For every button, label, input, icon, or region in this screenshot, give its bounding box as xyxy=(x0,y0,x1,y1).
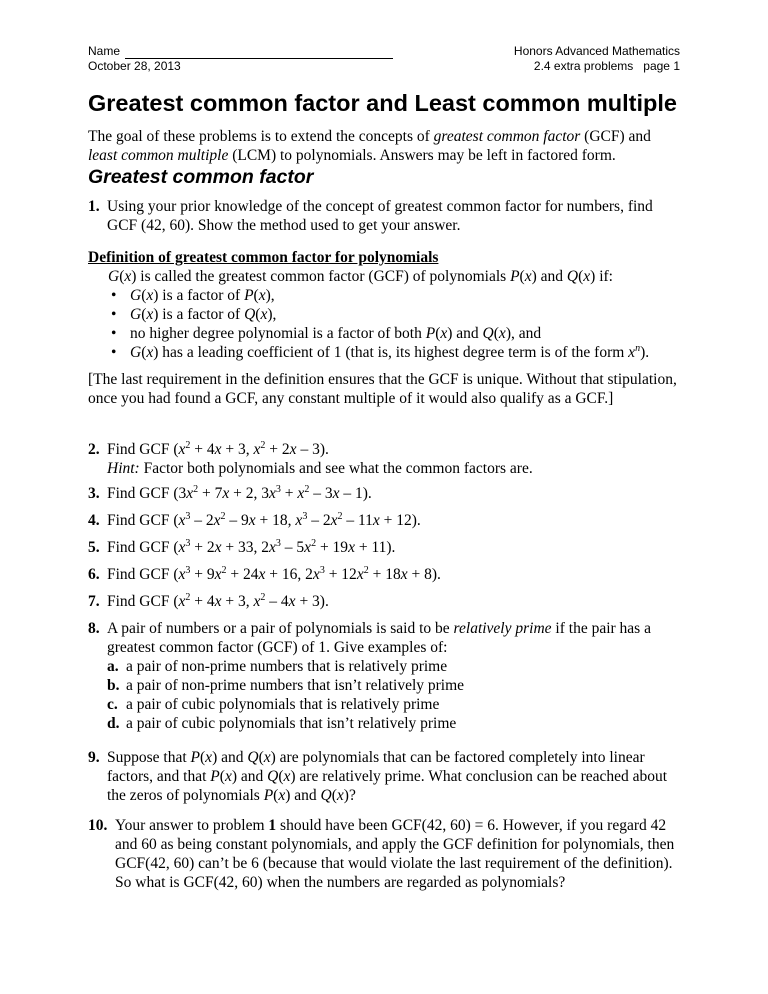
page-reference: 2.4 extra problems page 1 xyxy=(533,59,680,73)
condition-3: • no higher degree polynomial is a factor of both P(x) and Q(x), and xyxy=(108,324,684,343)
page-header xyxy=(88,44,680,78)
condition-1: • G(x) is a factor of P(x), xyxy=(108,286,684,305)
problem-2: 2. Find GCF ($x^2 + 4x + 3$, $x^2 + 2x - 3$). Hint: Factor both polynomials and see what the common factors are. xyxy=(88,439,533,477)
problem-8: 8. A pair of numbers or a pair of polynomials is said to be relatively prime if the pair has a greatest common factor (GCF) of 1. Give examples of: a. a pair of non-prime numbers that is relatively prime b. a pair of non-prime numbers that isn’t relatively prime c. a pair of cubic polynomials that is relatively prime d. a pair of cubic polynomials that isn’t relatively prime xyxy=(88,619,684,733)
problem-10: 10. Your answer to problem 1 should have been GCF(42, 60) = 6. However, if you regard 42 and 60 as being constant polynomials, and apply the GCF definition for polynomials, then GCF(42, 60) can’t be 6 (because that would violate the last requirement of the definition). So what is GCF(42, 60) when the numbers are regarded as polynomials? xyxy=(88,817,675,891)
lcm-term: least common multiple xyxy=(88,147,229,164)
definition-heading: Definition of greatest common factor for polynomials xyxy=(88,249,439,266)
problem-6: 6. Find GCF ($x^3 + 9x^2 + 24x + 16$, $2x^3 + 12x^2 + 18x + 8$). xyxy=(88,564,441,583)
name-field xyxy=(88,44,393,59)
problem-5: 5. Find GCF ($x^3 + 2x + 33$, $2x^3 - 5x^2 + 19x + 11$). xyxy=(88,537,396,556)
problem-3: 3. Find GCF ($3x^2 + 7x + 2$, $3x^3 + x^2 - 3x - 1$). xyxy=(88,483,372,502)
problem-7: 7. Find GCF ($x^2 + 4x + 3$, $x^2 - 4x + 3$). xyxy=(88,591,329,610)
gcf-term: greatest common factor xyxy=(433,128,581,145)
problem-8c: c. a pair of cubic polynomials that is relatively prime xyxy=(107,696,440,713)
problem-8a: a. a pair of non-prime numbers that is relatively prime xyxy=(107,658,448,675)
definition-block xyxy=(88,248,684,408)
page-title: Greatest common factor and Least common multiple xyxy=(88,90,677,116)
name-label: Name xyxy=(88,44,121,58)
problem-8d: d. a pair of cubic polynomials that isn’t relatively prime xyxy=(107,715,457,732)
header-date: October 28, 2013 xyxy=(88,59,181,73)
problem-9: 9. Suppose that P(x) and Q(x) are polynomials that can be factored completely into linear factors, and that P(x) and Q(x) are relatively prime. What conclusion can be reached about the zeros of polynomials P(x) and Q(x)? xyxy=(88,749,668,804)
problem-1: 1. Using your prior knowledge of the concept of greatest common factor for numbers, find GCF (42, 60). Show the method used to get your answer. xyxy=(88,198,653,234)
definition-intro: G(x) is called the greatest common factor (GCF) of polynomials P(x) and Q(x) if: xyxy=(108,268,613,285)
intro-paragraph: The goal of these problems is to extend the concepts of greatest common factor (GCF) and least common multiple (LCM) to polynomials. Answers may be left in factored form. xyxy=(88,128,651,164)
condition-2: • G(x) is a factor of Q(x), xyxy=(108,305,684,324)
header-right xyxy=(514,44,680,74)
hint-label: Hint: xyxy=(107,460,140,477)
header-left xyxy=(88,44,393,74)
section-title: Greatest common factor xyxy=(88,166,314,188)
problem-4: 4. Find GCF ($x^3 - 2x^2 - 9x + 18$, $x^3 - 2x^2 - 11x + 12$). xyxy=(88,510,421,529)
definition-note: [The last requirement in the definition ensures that the GCF is unique. Without that stipulation, once you had found a GCF, any constant multiple of it would also qualify as a GCF.] xyxy=(88,371,677,407)
course-name: Honors Advanced Mathematics xyxy=(513,44,680,58)
condition-4: • G(x) has a leading coefficient of 1 (that is, its highest degree term is of the form $x^n$). xyxy=(108,343,684,362)
definition-conditions xyxy=(108,286,684,362)
name-blank-line xyxy=(125,47,393,59)
definition-body xyxy=(88,267,684,362)
problem-8b: b. a pair of non-prime numbers that isn’t relatively prime xyxy=(107,677,465,694)
